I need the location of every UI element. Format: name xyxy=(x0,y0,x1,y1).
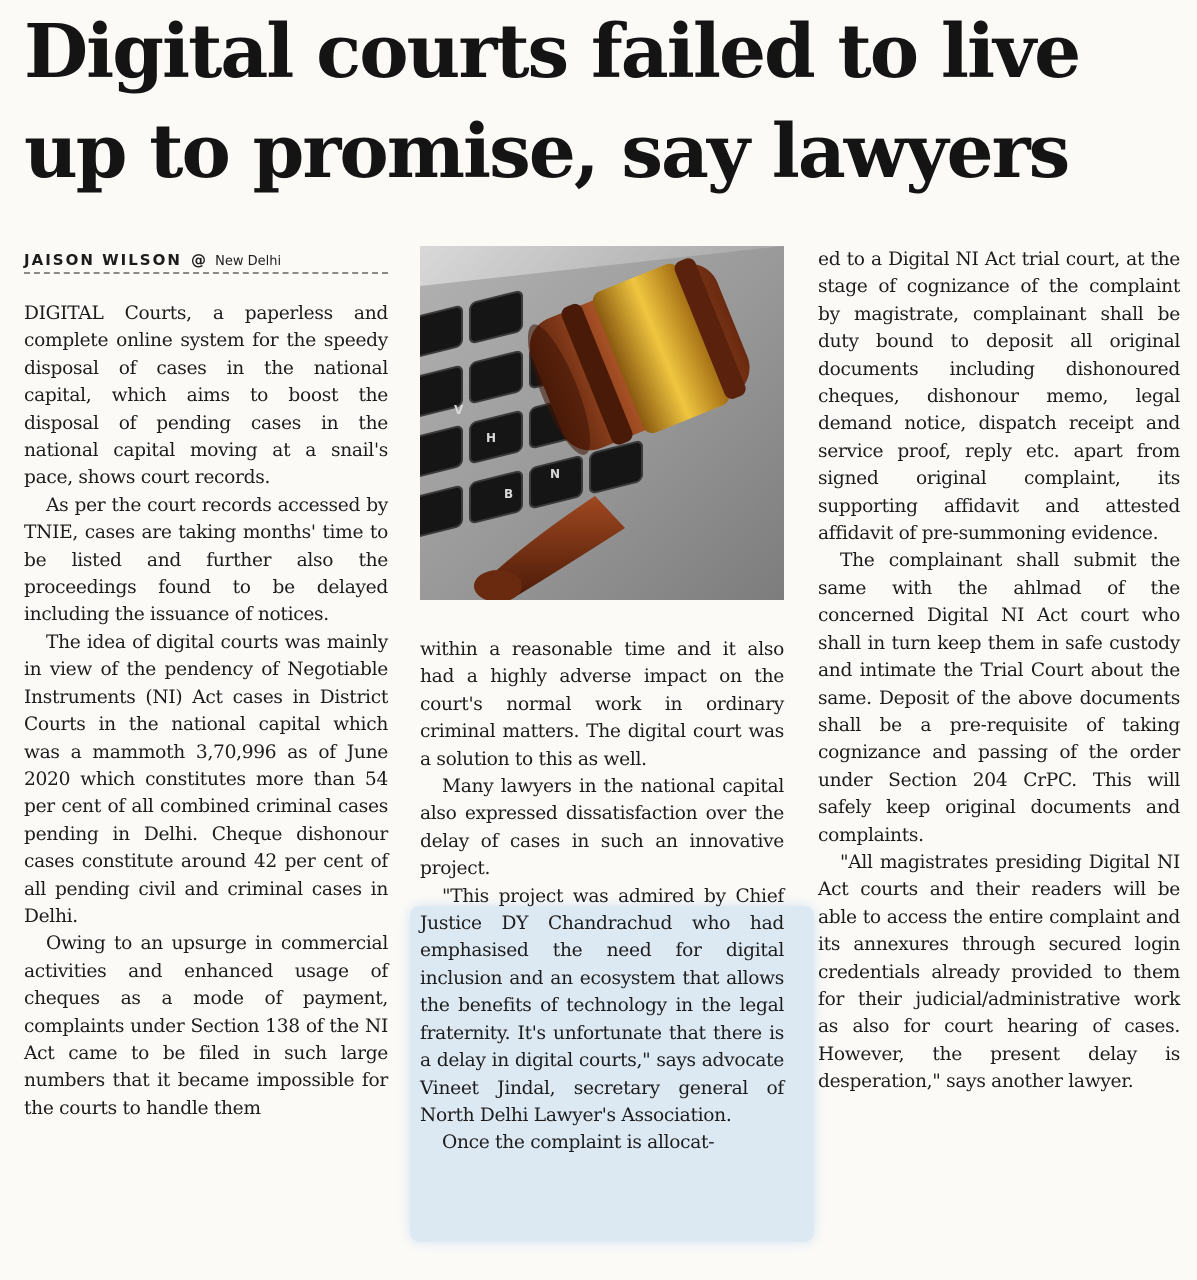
paragraph: As per the court records accessed by TNIE, cases are taking months' time to be listed and further also the proceedings found to be delayed including the issuance of notices. xyxy=(24,494,388,626)
headline-line-2: up to promise, say lawyers xyxy=(24,109,1069,195)
key-label: H xyxy=(486,431,497,445)
byline xyxy=(24,250,388,274)
paragraph: "All magistrates presiding Digital NI Act courts and their readers will be able to access the entire complaint and its annexures through secured login credentials already provided to them for their judicial/administrative work as also for court hearing of cases. However, the present delay is desperation," says another lawyer. xyxy=(818,851,1180,1093)
paragraph: Many lawyers in the national capital also expressed dissatisfaction over the delay of cases in such an innovative project. xyxy=(420,776,784,880)
paragraph: Once the complaint is allocat- xyxy=(442,1132,715,1154)
highlighted-quote: "This project was admired by Chief Justice DY Chandrachud who had emphasised the need for digital inclusion and an ecosystem that allows the benefits of technology in the legal fraternity. It's unfortunate that there is a delay in digital courts," says advocate Vineet Jindal, secretary general of North Delhi Lawyer's Association. xyxy=(420,885,784,1126)
paragraph: ed to a Digital NI Act trial court, at the stage of cognizance of the complaint by magistrate, complainant shall be duty bound to deposit all original documents including dishonoured cheques, dishonour memo, legal demand notice, dispatch receipt and service proof, reply etc. apart from signed original complaint, its supporting affidavit and attested affidavit of pre-summoning evidence. xyxy=(818,249,1180,545)
paragraph: DIGITAL Courts, a paperless and complete online system for the speedy disposal of cases in the national capital, which aims to boost the disposal of pending cases in the national capital moving at a snail's pace, shows court records. xyxy=(24,303,388,489)
byline-at-sign: @ xyxy=(191,251,206,269)
article-column-1 xyxy=(24,300,388,1270)
paragraph: Owing to an upsurge in commercial activities and enhanced usage of cheques as a mode of payment, complaints under Section 138 of the NI Act came to be filed in such large numbers that it became impossible for the courts to handle them xyxy=(24,933,388,1119)
paragraph: within a reasonable time and it also had a highly adverse impact on the court's normal work in ordinary criminal matters. The digital court was a solution to this as well. xyxy=(420,639,784,770)
paragraph: The idea of digital courts was mainly in view of the pendency of Negotiable Instruments (NI) Act cases in District Courts in the national capital which was a mammoth 3,70,996 as of June 2020 which constitutes more than 54 per cent of all combined criminal cases pending in Delhi. Cheque dishonour cases constitute around 42 per cent of all pending civil and criminal cases in Delhi. xyxy=(24,631,388,927)
key-label: N xyxy=(550,467,561,481)
article-column-3 xyxy=(818,246,1180,1270)
article-column-2 xyxy=(420,636,784,1266)
paragraph: The complainant shall submit the same with the ahlmad of the concerned Digital NI Act court who shall in turn keep them in safe custody and intimate the Trial Court about the same. Deposit of the above documents shall be a pre-requisite of taking cognizance and passing of the order under Section 204 CrPC. This will safely keep original documents and complaints. xyxy=(818,550,1180,846)
headline xyxy=(24,2,1184,202)
headline-line-1: Digital courts failed to live xyxy=(24,9,1080,95)
key-label: B xyxy=(504,487,514,501)
key-label: V xyxy=(454,403,464,417)
byline-place: New Delhi xyxy=(215,254,282,269)
gavel-keyboard-photo xyxy=(420,246,784,600)
byline-author: JAISON WILSON xyxy=(24,251,182,269)
gavel-photo-illustration xyxy=(420,246,784,600)
